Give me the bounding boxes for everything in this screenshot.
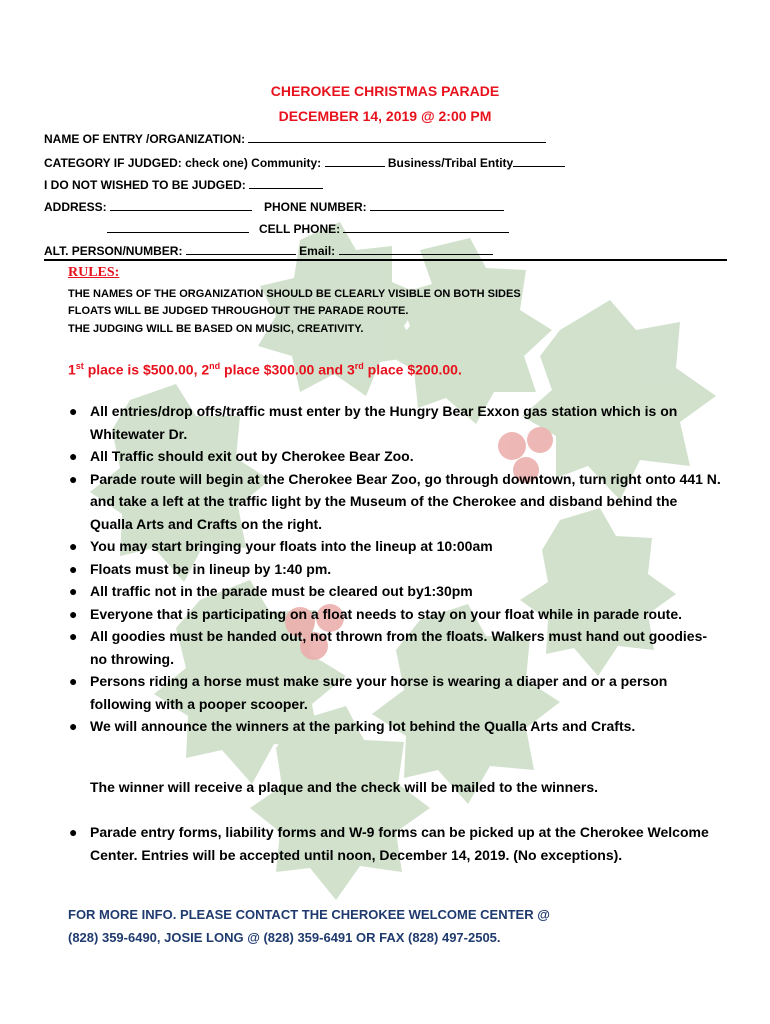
bullet-icon: ● <box>69 673 78 689</box>
list-item: ● We will announce the winners at the parking lot behind the Qualla Arts and Crafts. <box>62 715 722 738</box>
page-title: CHEROKEE CHRISTMAS PARADE <box>270 83 500 99</box>
category-row <box>44 155 565 170</box>
winner-note: The winner will receive a plaque and the check will be mailed to the winners. <box>90 779 599 795</box>
address-row <box>44 199 252 214</box>
not-judged-row <box>44 177 323 192</box>
address-label: ADDRESS: <box>44 200 107 214</box>
email-label: Email: <box>299 244 336 258</box>
category-label: CATEGORY IF JUDGED: check one) Community: <box>44 156 322 170</box>
list-item: ● Everyone that is participating on a float needs to stay on your float while in parade route. <box>62 603 722 626</box>
rules-line: THE NAMES OF THE ORGANIZATION SHOULD BE CLEARLY VISIBLE ON BOTH SIDES <box>68 288 521 300</box>
bullet-icon: ● <box>69 718 78 734</box>
list-item: ● All Traffic should exit out by Cherokee Bear Zoo. <box>62 445 722 468</box>
section-divider <box>44 259 727 261</box>
bullet-icon: ● <box>69 824 78 840</box>
rules-line: THE JUDGING WILL BE BASED ON MUSIC, CREATIVITY. <box>68 323 364 335</box>
rules-line: FLOATS WILL BE JUDGED THROUGHOUT THE PARADE ROUTE. <box>68 305 409 317</box>
bullet-icon: ● <box>69 628 78 644</box>
community-field[interactable] <box>325 155 385 167</box>
not-judged-label: I DO NOT WISHED TO BE JUDGED: <box>44 178 246 192</box>
address-line2-field[interactable] <box>107 221 249 233</box>
alt-person-label: ALT. PERSON/NUMBER: <box>44 244 183 258</box>
event-date: DECEMBER 14, 2019 @ 2:00 PM <box>278 108 492 124</box>
bullet-icon: ● <box>69 538 78 554</box>
bullet-icon: ● <box>69 583 78 599</box>
list-item: ● Parade entry forms, liability forms and W-9 forms can be picked up at the Cherokee Welcome Center. Entries will be accepted until noon, December 14, 2019. (No exceptions). <box>62 821 722 866</box>
forms-bullet-list <box>62 821 722 866</box>
not-judged-field[interactable] <box>249 177 323 189</box>
contact-info: FOR MORE INFO. PLEASE CONTACT THE CHEROKEE WELCOME CENTER @ <box>68 907 550 922</box>
phone-row <box>264 199 504 214</box>
list-item: ● Persons riding a horse must make sure your horse is wearing a diaper and or a person following with a pooper scooper. <box>62 670 722 715</box>
list-item: ● Parade route will begin at the Cherokee Bear Zoo, go through downtown, turn right onto 441 N. and take a left at the traffic light by the Museum of the Cherokee and disband behind the Qualla Arts and Crafts on the right. <box>62 468 722 536</box>
rules-heading: RULES: <box>68 265 120 280</box>
list-item: ● All traffic not in the parade must be cleared out by1:30pm <box>62 580 722 603</box>
name-of-entry-field[interactable] <box>248 131 546 143</box>
rules-bullet-list <box>62 400 722 738</box>
business-field[interactable] <box>513 155 565 167</box>
phone-field[interactable] <box>370 199 504 211</box>
name-of-entry-row <box>44 131 546 146</box>
list-item: ● You may start bringing your floats into the lineup at 10:00am <box>62 535 722 558</box>
list-item: ● All entries/drop offs/traffic must enter by the Hungry Bear Exxon gas station which is on Whitewater Dr. <box>62 400 722 445</box>
list-item: ● All goodies must be handed out, not thrown from the floats. Walkers must hand out goodies-no throwing. <box>62 625 722 670</box>
address-line2-row <box>107 221 249 236</box>
bullet-icon: ● <box>69 470 78 487</box>
bullet-icon: ● <box>69 605 78 622</box>
bullet-icon: ● <box>69 403 78 419</box>
bullet-icon: ● <box>69 560 78 577</box>
bullet-icon: ● <box>69 448 78 464</box>
cell-phone-label: CELL PHONE: <box>259 222 341 236</box>
list-item: ● Floats must be in lineup by 1:40 pm. <box>62 558 722 581</box>
prize-amounts: 1st place is $500.00, 2nd place $300.00 and 3rd place $200.00. <box>68 361 462 378</box>
phone-label: PHONE NUMBER: <box>264 200 367 214</box>
contact-info: (828) 359-6490, JOSIE LONG @ (828) 359-6491 OR FAX (828) 497-2505. <box>68 930 501 945</box>
name-of-entry-label: NAME OF ENTRY /ORGANIZATION: <box>44 132 246 146</box>
alt-person-row <box>44 243 493 258</box>
cell-phone-row <box>259 221 509 236</box>
cell-phone-field[interactable] <box>343 221 509 233</box>
email-field[interactable] <box>339 243 493 255</box>
business-label: Business/Tribal Entity <box>387 156 514 170</box>
alt-person-field[interactable] <box>186 243 296 255</box>
address-field[interactable] <box>110 199 252 211</box>
